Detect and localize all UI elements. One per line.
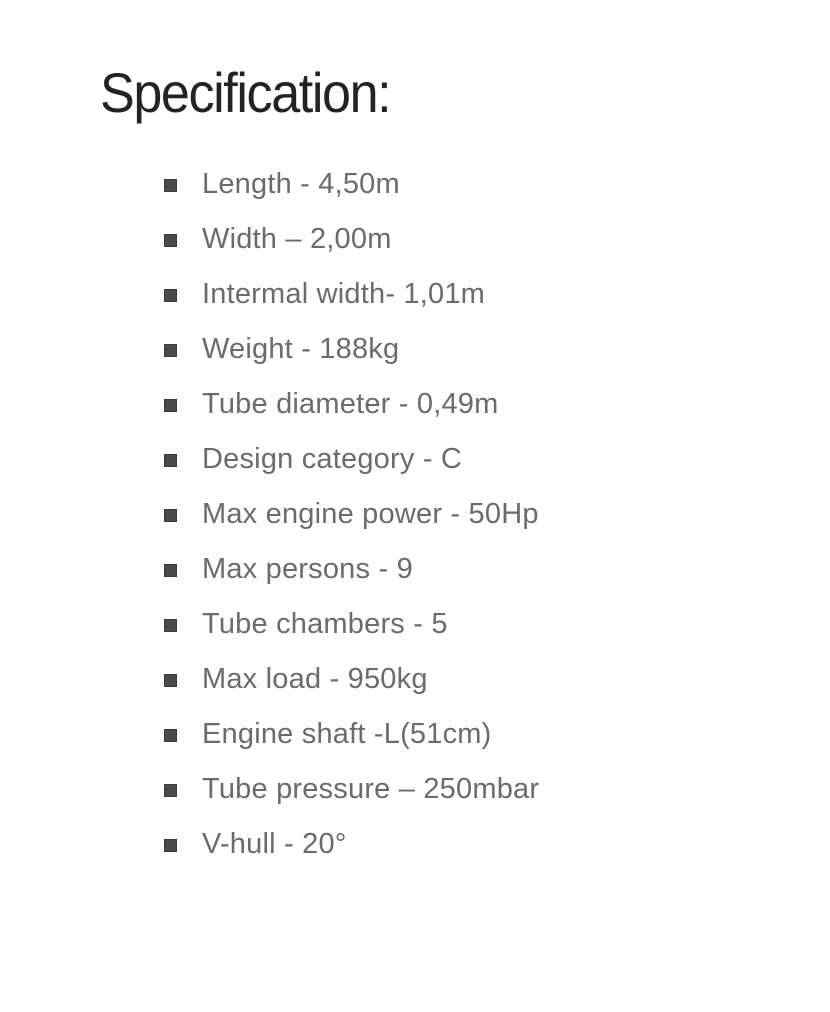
square-bullet-icon [165, 345, 176, 356]
spec-item-text: Weight - 188kg [202, 333, 400, 365]
square-bullet-icon [165, 455, 176, 466]
list-item [165, 542, 830, 597]
square-bullet-icon [165, 510, 176, 521]
list-item [165, 762, 830, 817]
square-bullet-icon [165, 730, 176, 741]
square-bullet-icon [165, 840, 176, 851]
spec-item-text: Length - 4,50m [202, 168, 400, 200]
square-bullet-icon [165, 675, 176, 686]
list-item [165, 377, 830, 432]
spec-item-text: Max load - 950kg [202, 663, 428, 695]
square-bullet-icon [165, 180, 176, 191]
square-bullet-icon [165, 785, 176, 796]
page-title: Specification: [100, 61, 391, 124]
list-item [165, 432, 830, 487]
spec-item-text: Engine shaft -L(51cm) [202, 718, 492, 750]
square-bullet-icon [165, 400, 176, 411]
list-item [165, 487, 830, 542]
spec-item-text: V-hull - 20° [202, 828, 347, 860]
spec-item-text: Tube pressure – 250mbar [202, 773, 540, 805]
list-item [165, 817, 830, 872]
spec-item-text: Tube diameter - 0,49m [202, 388, 499, 420]
square-bullet-icon [165, 565, 176, 576]
list-item [165, 322, 830, 377]
spec-item-text: Intermal width- 1,01m [202, 278, 486, 310]
square-bullet-icon [165, 620, 176, 631]
list-item [165, 212, 830, 267]
spec-item-text: Max engine power - 50Hp [202, 498, 539, 530]
spec-item-text: Width – 2,00m [202, 223, 392, 255]
spec-item-text: Max persons - 9 [202, 553, 413, 585]
list-item [165, 157, 830, 212]
spec-list [165, 157, 830, 872]
list-item [165, 707, 830, 762]
list-item [165, 597, 830, 652]
spec-item-text: Tube chambers - 5 [202, 608, 448, 640]
list-item [165, 267, 830, 322]
list-item [165, 652, 830, 707]
square-bullet-icon [165, 290, 176, 301]
spec-item-text: Design category - C [202, 443, 463, 475]
square-bullet-icon [165, 235, 176, 246]
